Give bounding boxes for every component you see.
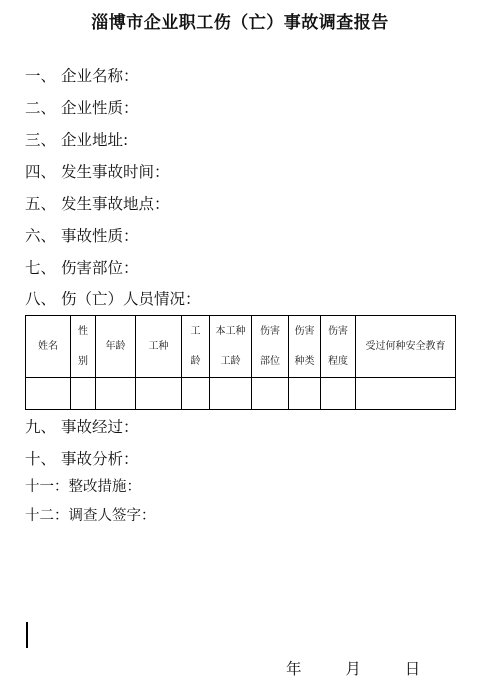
- field-label: 企业名称：: [61, 67, 139, 85]
- header-seniority: [182, 316, 210, 378]
- field-label: 伤害部位：: [61, 259, 139, 277]
- header-injury-part: [252, 316, 289, 378]
- text-cursor: [26, 622, 28, 648]
- field-corrective-measures[interactable]: [25, 477, 141, 497]
- header-age: 年龄: [96, 316, 136, 378]
- field-number: 八、: [25, 290, 57, 308]
- table-cell[interactable]: [136, 378, 182, 410]
- field-company-nature[interactable]: [25, 98, 139, 118]
- field-investigator-signature[interactable]: [25, 506, 156, 526]
- field-number: 十二：: [25, 508, 69, 524]
- header-gender: [71, 316, 96, 378]
- field-label: 企业性质：: [61, 99, 139, 117]
- header-safety-education: 受过何种安全教育: [356, 316, 456, 378]
- table-cell[interactable]: [356, 378, 456, 410]
- header-gender-line-2: 别: [78, 355, 88, 367]
- table-cell[interactable]: [252, 378, 289, 410]
- table-cell[interactable]: [321, 378, 356, 410]
- field-label: 事故经过：: [61, 418, 139, 436]
- header-job-seniority-line-1: 本工种: [215, 325, 246, 337]
- table-cell[interactable]: [26, 378, 71, 410]
- table-cell[interactable]: [289, 378, 321, 410]
- header-seniority-line-1: 工: [190, 325, 201, 337]
- field-label: 调查人签字：: [68, 508, 156, 524]
- header-job-seniority-line-2: 工龄: [220, 355, 241, 367]
- table-row: [26, 378, 456, 410]
- header-injury-degree-line-1: 伤害: [328, 325, 348, 337]
- header-gender-line-1: 性: [78, 325, 88, 337]
- header-injury-degree: [321, 316, 356, 378]
- field-number: 十一：: [25, 479, 69, 495]
- field-number: 六、: [25, 227, 57, 245]
- field-number: 七、: [25, 259, 57, 277]
- header-injury-degree-line-2: 程度: [328, 355, 348, 367]
- field-company-address[interactable]: [25, 130, 128, 150]
- table-header-row: [26, 316, 456, 378]
- field-company-name[interactable]: [25, 66, 139, 86]
- date-month-label: 月: [345, 660, 361, 678]
- date-year-label: 年: [286, 660, 302, 678]
- header-seniority-line-2: 龄: [190, 355, 201, 367]
- field-accident-analysis[interactable]: [25, 449, 139, 469]
- header-job-type: 工种: [136, 316, 182, 378]
- field-label: 伤（亡）人员情况：: [61, 290, 201, 308]
- header-name: 姓名: [26, 316, 71, 378]
- field-number: 五、: [25, 195, 57, 213]
- header-job-seniority: [210, 316, 252, 378]
- report-title: 淄博市企业职工伤（亡）事故调查报告: [91, 13, 389, 33]
- header-injury-type-line-2: 种类: [294, 355, 315, 367]
- field-casualty-info: [25, 289, 201, 309]
- table-cell[interactable]: [71, 378, 96, 410]
- date-day-label: 日: [404, 660, 421, 678]
- field-number: 四、: [25, 163, 57, 181]
- field-label: 事故分析：: [61, 450, 139, 468]
- field-accident-nature[interactable]: [25, 226, 139, 246]
- table-cell[interactable]: [210, 378, 252, 410]
- field-label: 事故性质：: [61, 227, 139, 245]
- header-injury-type-line-1: 伤害: [294, 325, 315, 337]
- table-cell[interactable]: [182, 378, 210, 410]
- field-label: 企业地址:: [61, 131, 129, 149]
- field-injury-location[interactable]: [25, 258, 139, 278]
- field-number: 二、: [25, 99, 57, 117]
- field-accident-time[interactable]: [25, 162, 170, 182]
- field-number: 三、: [25, 131, 57, 149]
- header-injury-part-line-2: 部位: [260, 355, 280, 367]
- field-number: 九、: [25, 418, 57, 436]
- field-label: 发生事故时间：: [61, 163, 170, 181]
- table-cell[interactable]: [96, 378, 136, 410]
- header-injury-type: [289, 316, 321, 378]
- report-date[interactable]: [286, 657, 420, 679]
- field-number: 一、: [25, 67, 57, 85]
- casualty-table: [25, 315, 456, 410]
- field-label: 发生事故地点：: [61, 195, 170, 213]
- field-label: 整改措施：: [68, 479, 141, 495]
- field-accident-process[interactable]: [25, 417, 139, 437]
- field-number: 十、: [25, 450, 57, 468]
- header-injury-part-line-1: 伤害: [260, 325, 280, 337]
- field-accident-location[interactable]: [25, 194, 170, 214]
